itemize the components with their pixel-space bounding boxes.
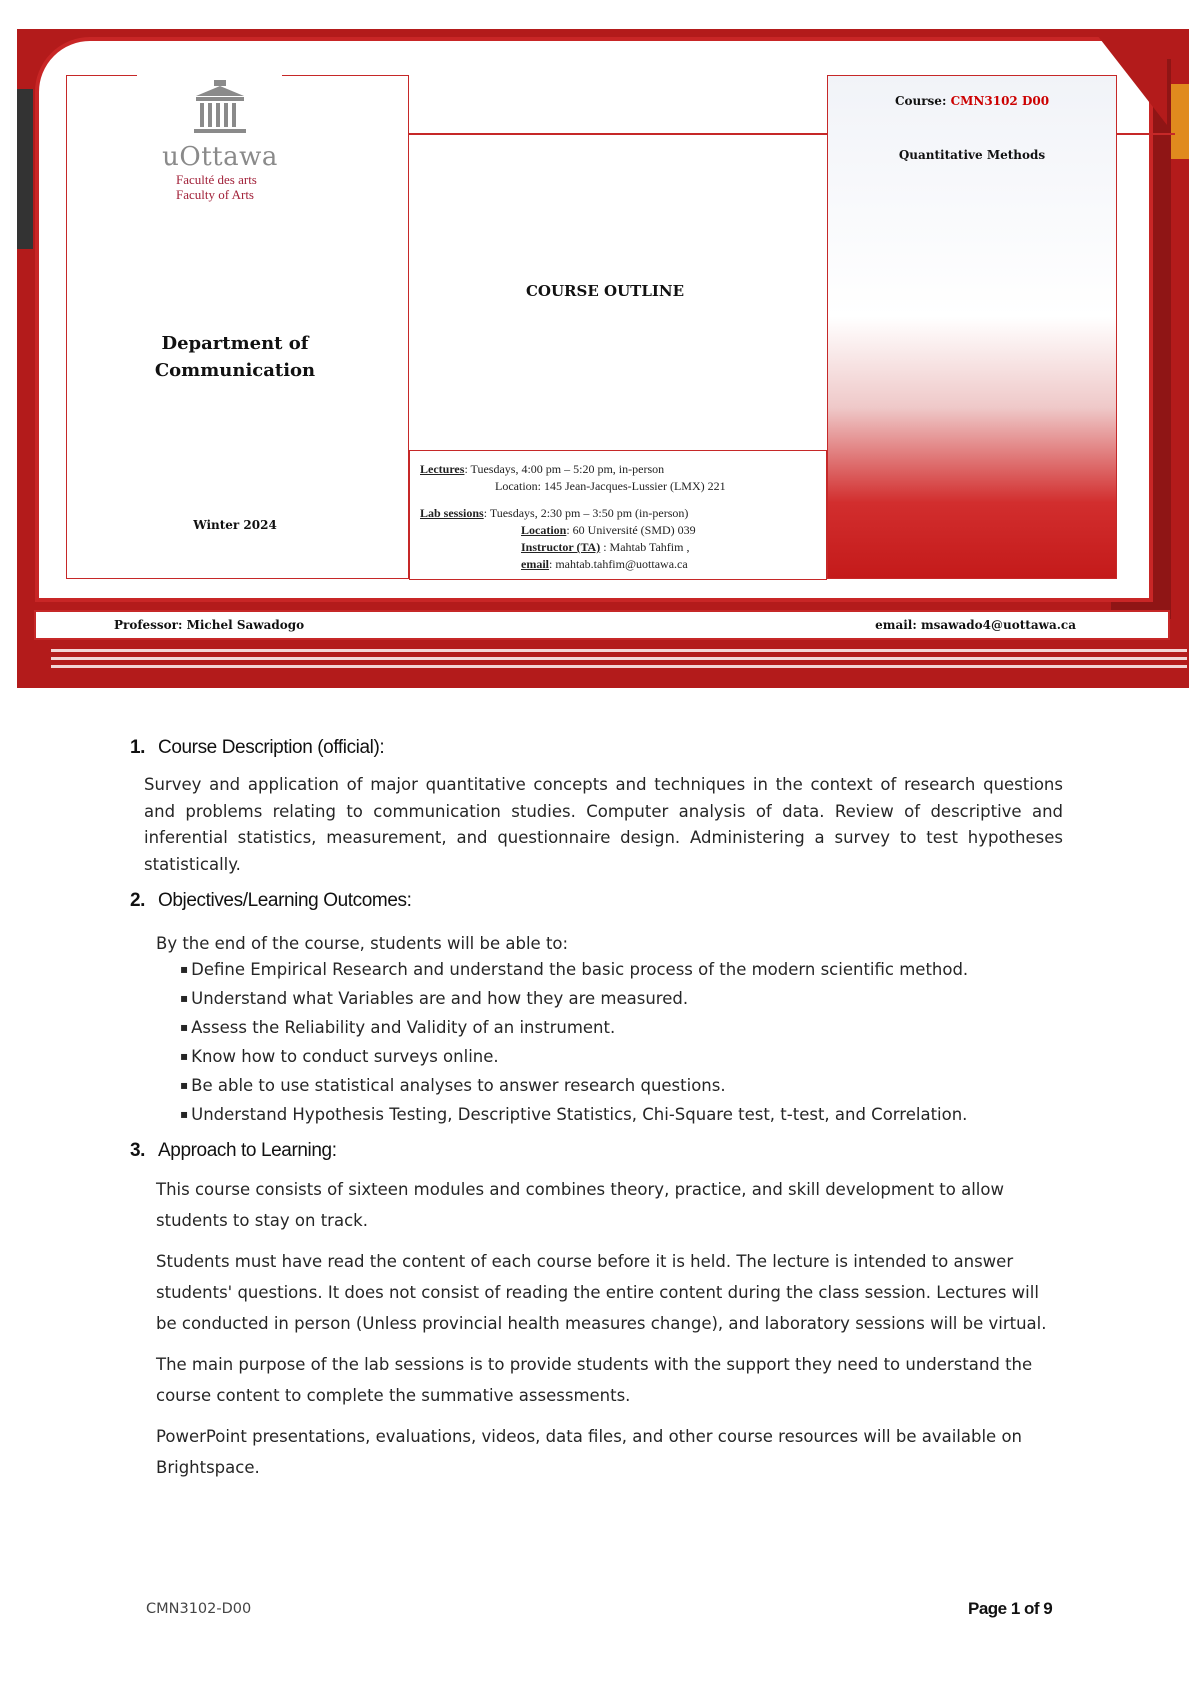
course-label: Course:: [894, 94, 947, 108]
lectures-location: Location: 145 Jean-Jacques-Lussier (LMX) 221: [495, 479, 726, 493]
logo-wordmark: uOttawa: [162, 142, 278, 172]
page-number: Page 1 of 9: [968, 1599, 1053, 1618]
list-item: ▪ Understand what Variables are and how they are measured.: [180, 985, 1063, 1014]
lab-email: email: mahtab.tahfim@uottawa.ca: [521, 557, 688, 571]
lab-time: : Tuesdays, 2:30 pm – 3:50 pm (in-person): [483, 506, 689, 520]
banner-dark-tab: [17, 89, 33, 249]
logo-faculty-fr: Faculté des arts: [176, 172, 257, 187]
banner-stripe: [51, 657, 1187, 660]
list-item: ▪ Assess the Reliability and Validity of an instrument.: [180, 1014, 1063, 1043]
list-item: ▪ Define Empirical Research and understand the basic process of the modern scientific method.: [180, 956, 1063, 985]
term: Winter 2024: [193, 518, 277, 532]
schedule-box: [409, 450, 827, 580]
department-name: Department of Communication: [154, 333, 316, 381]
professor-name: Professor: Michel Sawadogo: [114, 618, 305, 632]
paragraph: Students must have read the content of each course before it is held. The lecture is intended to answer students' questions. It does not consist of reading the entire content during the class session. Lectures will be conducted in person (Unless provincial health measures change), and laboratory sessions will be virtual.: [156, 1252, 1047, 1333]
uottawa-logo: [150, 78, 290, 202]
course-name: Quantitative Methods: [898, 148, 1046, 162]
lectures-time: : Tuesdays, 4:00 pm – 5:20 pm, in-person: [464, 462, 665, 476]
lab-instructor: Instructor (TA) : Mahtab Tahfim ,: [521, 540, 690, 554]
course-box: [827, 75, 1117, 579]
lectures-row: [420, 461, 818, 478]
banner-stripe: [51, 649, 1187, 652]
objectives-intro: By the end of the course, students will be able to:: [156, 934, 569, 953]
logo-faculty-en: Faculty of Arts: [176, 187, 254, 202]
page-title: COURSE OUTLINE: [525, 282, 685, 300]
professor-bar: [34, 610, 1170, 640]
banner-stripe: [51, 665, 1187, 668]
list-item: ▪ Understand Hypothesis Testing, Descriptive Statistics, Chi-Square test, t-test, and Correlation.: [180, 1101, 1063, 1130]
paragraph: This course consists of sixteen modules and combines theory, practice, and skill development to allow students to stay on track.: [156, 1180, 1004, 1230]
university-building-icon: [190, 78, 250, 138]
professor-email: email: msawado4@uottawa.ca: [875, 618, 1076, 632]
paragraph: The main purpose of the lab sessions is to provide students with the support they need to understand the course content to complete the summative assessments.: [156, 1355, 1033, 1405]
course-description: Survey and application of major quantitative concepts and techniques in the context of research questions and problems relating to communication studies. Computer analysis of data. Review of descriptive and inferential statistics, measurement, and questionnaire design. Administering a survey to test hypotheses statistically.: [144, 775, 1063, 874]
lab-location: Location: 60 Université (SMD) 039: [521, 523, 696, 537]
banner-orange-tab: [1171, 84, 1189, 159]
list-item: ▪ Know how to conduct surveys online.: [180, 1043, 1063, 1072]
section-heading: 1. Course Description (official):: [130, 737, 385, 758]
footer-doc-code: CMN3102-D00: [146, 1601, 252, 1617]
section-heading: 3. Approach to Learning:: [130, 1140, 337, 1161]
objectives-list: [180, 956, 1063, 1130]
list-item: ▪ Be able to use statistical analyses to answer research questions.: [180, 1072, 1063, 1101]
lectures-label: Lectures: [420, 462, 465, 476]
lab-row: [420, 505, 818, 522]
course-code-line: [828, 94, 1116, 108]
document-body: [128, 737, 1063, 1483]
paragraph: PowerPoint presentations, evaluations, videos, data files, and other course resources will be available on Brightspace.: [156, 1427, 1023, 1477]
course-code: CMN3102 D00: [950, 94, 1050, 108]
lab-label: Lab sessions: [420, 506, 484, 520]
section-heading: 2. Objectives/Learning Outcomes:: [130, 890, 412, 911]
